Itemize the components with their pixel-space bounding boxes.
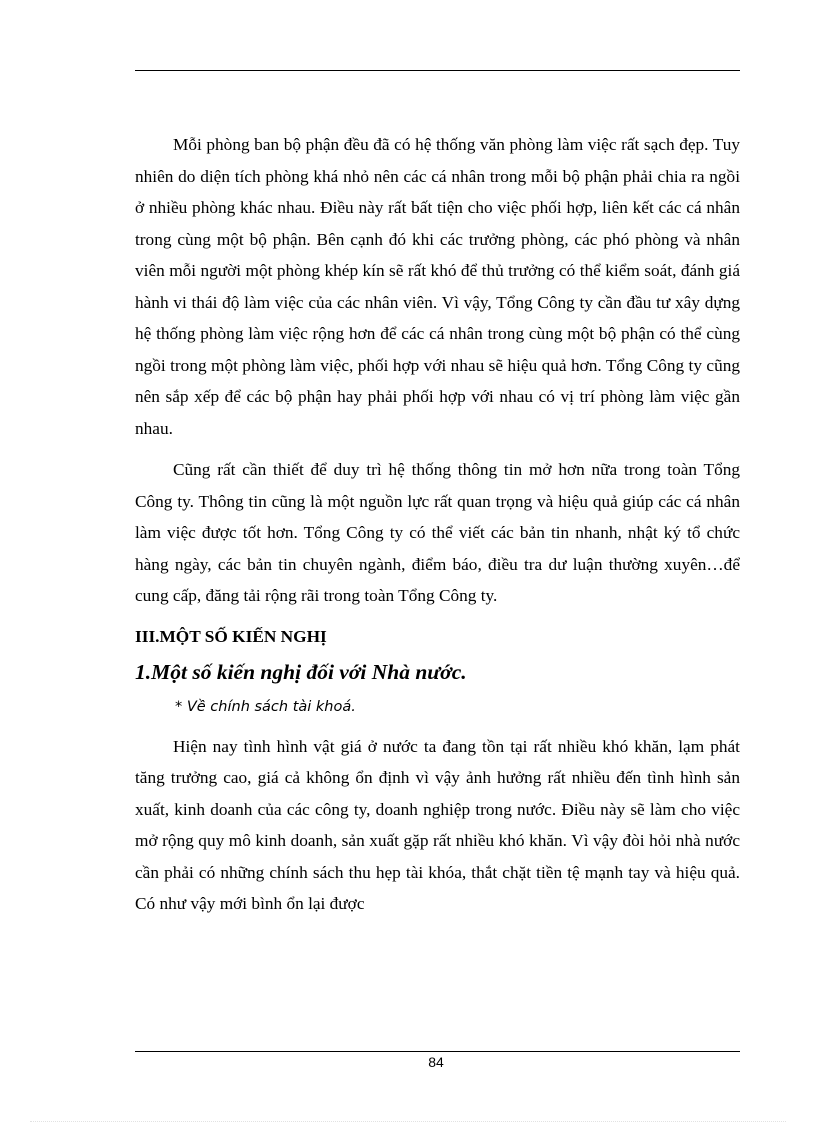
body-paragraph-office-space: Mỗi phòng ban bộ phận đều đã có hệ thống văn phòng làm việc rất sạch đẹp. Tuy nhiên do diện tích phòng khá nhỏ nên các cá nhân trong mỗi bộ phận phải chia ra ngồi ở nhiều phòng khác nhau. Điều này rất bất tiện cho việc phối hợp, liên kết các cá nhân trong cùng một bộ phận. Bên cạnh đó khi các trưởng phòng, các phó phòng và nhân viên mỗi người một phòng khép kín sẽ rất khó để thủ trưởng có thể kiểm soát, đánh giá hành vi thái độ làm việc của các nhân viên. Vì vậy, Tổng Công ty cần đầu tư xây dựng hệ thống phòng làm việc rộng hơn để các cá nhân trong cùng một bộ phận có thể cùng ngồi trong một phòng làm việc, phối hợp với nhau sẽ hiệu quả hơn. Tổng Công ty cũng nên sắp xếp để các bộ phận hay phải phối hợp với nhau có vị trí phòng làm việc gần nhau. [135,135,740,438]
section-heading: III.MỘT SỐ KIẾN NGHỊ [135,626,327,646]
subpoint-heading: * Về chính sách tài khoá. [175,698,356,715]
body-paragraph-fiscal-policy: Hiện nay tình hình vật giá ở nước ta đang tồn tại rất nhiều khó khăn, lạm phát tăng trưởng cao, giá cả không ổn định vì vậy ảnh hưởng rất nhiều đến tình hình sản xuất, kinh doanh của các công ty, doanh nghiệp trong nước. Điều này sẽ làm cho việc mở rộng quy mô kinh doanh, sản xuất gặp rất nhiều khó khăn. Vì vậy đòi hỏi nhà nước cần phải có những chính sách thu hẹp tài khóa, thắt chặt tiền tệ mạnh tay và hiệu quả. Có như vậy mới bình ổn lại được [135,736,740,913]
page-body [135,129,740,920]
body-paragraph-information-system: Cũng rất cần thiết để duy trì hệ thống thông tin mở hơn nữa trong toàn Tổng Công ty. Thông tin cũng là một nguồn lực rất quan trọng và hiệu quả giúp các cá nhân làm việc được tốt hơn. Tổng Công ty có thể viết các bản tin nhanh, nhật ký tổ chức hàng ngày, các bản tin chuyên ngành, điểm báo, điều tra dư luận thường xuyên…để cung cấp, đăng tải rộng rãi trong toàn Tổng Công ty. [135,460,740,605]
page-number: 84 [428,1054,444,1070]
header-rule [135,70,740,71]
page-edge-dotted-line [30,1121,786,1122]
subsection-heading: 1.Một số kiến nghị đối với Nhà nước. [135,659,467,684]
footer-rule [135,1051,740,1052]
